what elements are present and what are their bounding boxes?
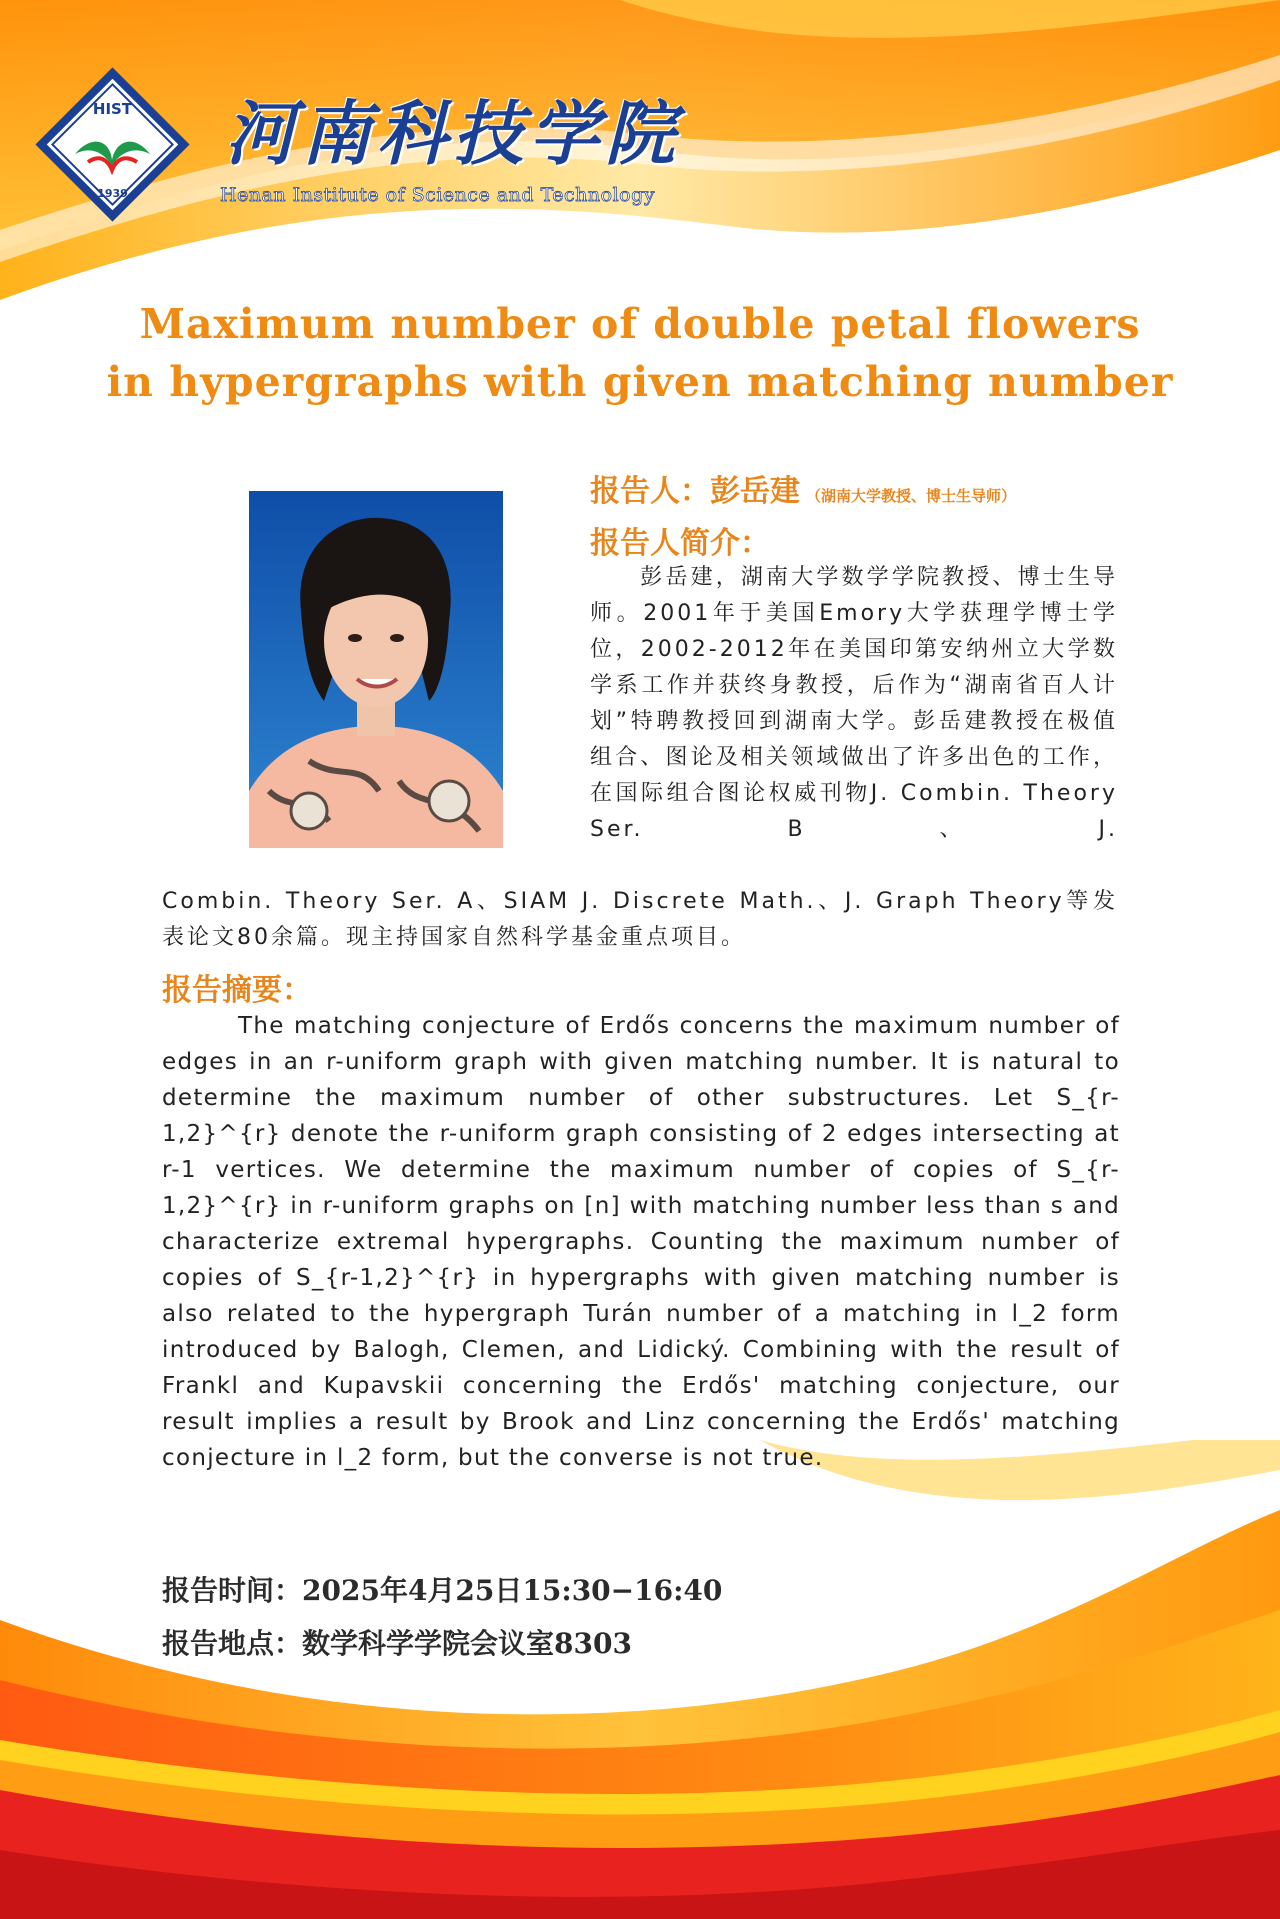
bottom-wave-decoration [0, 1440, 1280, 1919]
speaker-label: 报告人： [590, 474, 710, 509]
school-name-cn: 河南科技学院 [225, 92, 681, 175]
abstract-text: The matching conjecture of Erdős concerns the maximum number of edges in an r-uniform graph with given matching number. It is natural to determine the maximum number of other substructures. Let S_{r-1,2}^{r} denote the r-uniform graph consisting of 2 edges intersecting at r-1 vertices. We determine the maximum number of copies of S_{r-1,2}^{r} in r-uniform graphs on [n] with matching number less than s and characterize extremal hypergraphs. Counting the maximum number of copies of S_{r-1,2}^{r} in hypergraphs with given matching number is also related to the hypergraph Turán number of a matching in l_2 form introduced by Balogh, Clemen, and Lidický. Combining with the result of Frankl and Kupavskii concerning the Erdős' matching conjecture, our result implies a result by Brook and Linz concerning the Erdős' matching conjecture in l_2 form, but the converse is not true. [162, 1013, 1120, 1471]
logo-year: 1939 [97, 187, 128, 200]
time-label: 报告时间： [162, 1574, 303, 1607]
talk-location [162, 1622, 632, 1662]
speaker-line [590, 466, 1016, 510]
bio-text-part-2: Combin. Theory Ser. A、SIAM J. Discrete Math.、J. Graph Theory等发表论文80余篇。现主持国家自然科学基金重点项目。 [162, 889, 1118, 950]
place-value: 数学科学学院会议室8303 [302, 1627, 632, 1660]
bio-text-part-1: 彭岳建，湖南大学数学学院教授、博士生导师。2001年于美国Emory大学获理学博士学位，2002-2012年在美国印第安纳州立大学数学系工作并获终身教授，后作为“湖南省百人计划”特聘教授回到湖南大学。彭岳建教授在极值组合、图论及相关领域做出了许多出色的工作，在国际组合图论权威刊物J. Combin. Theory Ser. B、J. [590, 565, 1118, 842]
bio-heading: 报告人简介： [590, 526, 770, 561]
school-logo-emblem [30, 62, 195, 227]
speaker-photo [249, 491, 503, 848]
abstract-heading: 报告摘要： [162, 973, 312, 1008]
talk-time [162, 1569, 722, 1609]
speaker-affiliation-note: （湖南大学教授、博士生导师） [806, 487, 1017, 505]
time-value: 2025年4月25日15:30−16:40 [302, 1574, 723, 1607]
place-label: 报告地点： [162, 1627, 303, 1660]
talk-title-line-1: Maximum number of double petal flowers [139, 300, 1141, 348]
talk-title-line-2: in hypergraphs with given matching number [106, 358, 1174, 406]
logo-badge-text: HIST [92, 100, 133, 118]
school-name-en: Henan Institute of Science and Technology [220, 184, 655, 206]
speaker-name: 彭岳建 [710, 474, 800, 509]
